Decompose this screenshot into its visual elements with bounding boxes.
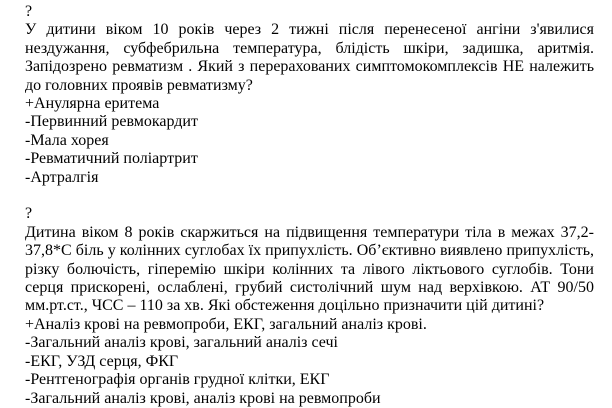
question-1	[25, 3, 594, 187]
blank-line	[25, 187, 594, 205]
answer-option: -Рентгенографія органів грудної клітки, ЕКГ	[25, 371, 330, 389]
answer-option: -ЕКГ, УЗД серця, ФКГ	[25, 352, 179, 370]
answer-option: -Загальний аналіз крові, аналіз крові на ревмопроби	[25, 389, 381, 407]
answer-option: -Артралгія	[25, 168, 99, 186]
question-stem: Дитина віком 8 років скаржиться на підвищення температури тіла в межах 37,2-37,8*С біль у колінних суглобах їх припухлість. Об’єктивно виявлено припухлість, різку болючість, гіперемію шкіри колінних та лівого ліктьового суглобів. Тони серця прискорені, ослаблені, грубий систолічний шум над верхівкою. АТ 90/50 мм.рт.ст., ЧСС – 110 за хв. Які обстеження доцільно призначити цій дитині?	[25, 223, 594, 315]
document-page	[25, 3, 594, 408]
answer-option: -Загальний аналіз крові, загальний аналіз сечі	[25, 334, 338, 352]
answer-option: -Мала хорея	[25, 131, 109, 149]
answer-option-correct: +Аналіз крові на ревмопроби, ЕКГ, загальний аналіз крові.	[25, 315, 427, 333]
question-stem: У дитини віком 10 років через 2 тижні після перенесеної ангіни з'явилися нездужання, субфебрильна температура, блідість шкіри, задишка, аритмія. Запідозрено ревматизм . Який з перерахованих симптомокомплексів НЕ належить до головних проявів ревматизму?	[25, 21, 594, 94]
answer-option: -Первинний ревмокардит	[25, 113, 198, 131]
question-2	[25, 205, 594, 407]
answer-option-correct: +Анулярна еритема	[25, 95, 160, 113]
answer-option: -Ревматичний поліартрит	[25, 150, 198, 168]
question-marker: ?	[25, 3, 33, 20]
question-marker: ?	[25, 205, 33, 223]
